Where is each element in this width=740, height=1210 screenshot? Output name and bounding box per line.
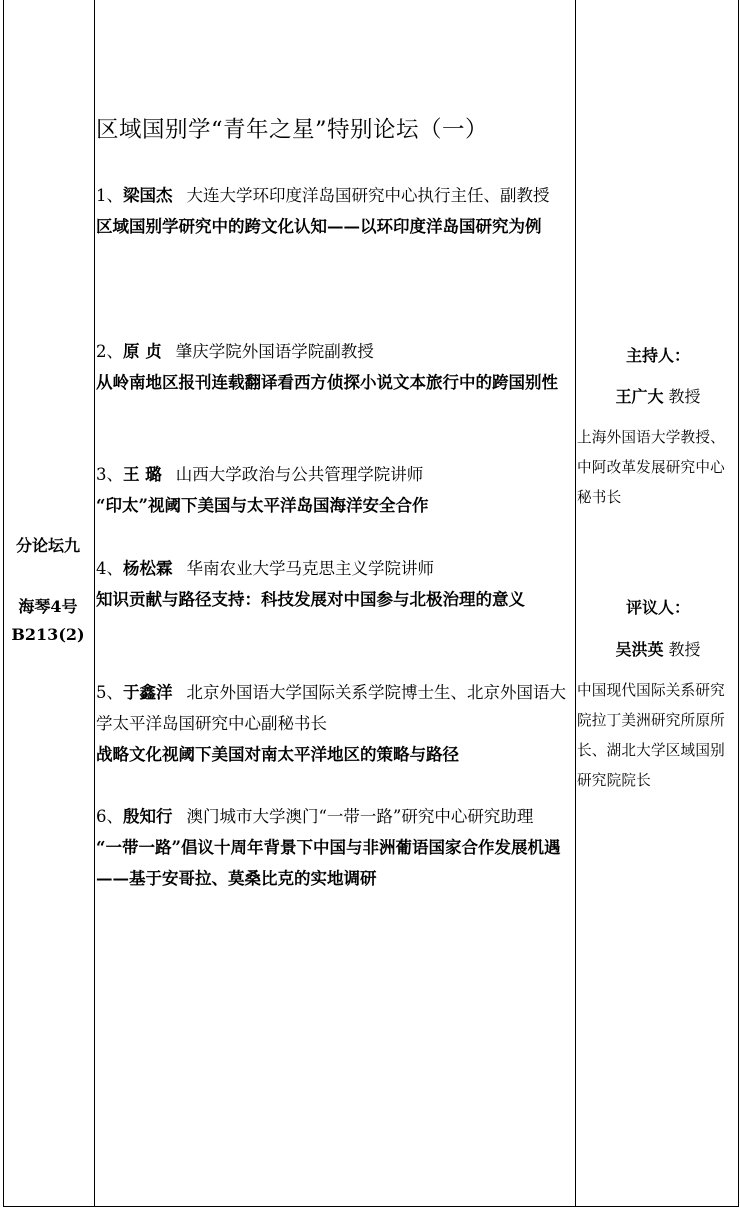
venue-room-line2: B213(2) (11, 625, 85, 644)
commentator-description: 中国现代国际关系研究院拉丁美洲研究所原所长、湖北大学区域国别研究院院长 (577, 682, 725, 789)
table-border-bottom (3, 1206, 738, 1207)
host-name: 王广大 (615, 387, 664, 406)
commentator-name: 吴洪英 (615, 640, 664, 659)
venue-room-line1: 海琴4号 (18, 597, 78, 616)
speaker-affiliation: 华南农业大学马克思主义学院讲师 (186, 559, 434, 578)
speaker-name: 于鑫洋 (123, 683, 173, 702)
host-rank: 教授 (668, 387, 701, 406)
speaker-line (96, 336, 572, 367)
speaker-name: 原 贞 (123, 342, 162, 361)
talk-item (96, 336, 572, 398)
talk-title: 战略文化视阈下美国对南太平洋地区的策略与路径 (96, 745, 459, 764)
column-divider-1 (94, 0, 95, 1207)
speaker-name: 王 璐 (123, 465, 162, 484)
talk-number: 1、 (96, 186, 123, 205)
venue-name: 分论坛九 (15, 536, 80, 555)
talk-number: 2、 (96, 342, 123, 361)
talk-number: 5、 (96, 683, 123, 702)
speaker-line (96, 553, 572, 584)
speaker-name: 杨松霖 (123, 559, 173, 578)
speaker-affiliation: 山西大学政治与公共管理学院讲师 (175, 465, 424, 484)
column-divider-2 (575, 0, 576, 1207)
talk-item (96, 677, 572, 770)
speaker-line (96, 459, 572, 490)
commentator-person (577, 637, 739, 660)
speaker-affiliation: 肇庆学院外国语学院副教授 (175, 342, 374, 361)
commentator-label: 评议人： (625, 598, 690, 617)
commentator-rank: 教授 (668, 640, 701, 659)
talk-number: 3、 (96, 465, 123, 484)
speaker-affiliation: 澳门城市大学澳门“一带一路”研究中心研究助理 (186, 807, 534, 826)
speaker-affiliation: 大连大学环印度洋岛国研究中心执行主任、副教授 (186, 186, 550, 205)
host-description: 上海外国语大学教授、中阿改革发展研究中心秘书长 (577, 429, 725, 506)
speaker-name: 梁国杰 (123, 186, 173, 205)
speaker-name: 殷知行 (123, 807, 173, 826)
talk-number: 6、 (96, 807, 123, 826)
talk-title: 区域国别学研究中的跨文化认知——以环印度洋岛国研究为例 (96, 217, 542, 236)
forum-title: 区域国别学“青年之星”特别论坛（一） (96, 117, 489, 143)
talk-title: 知识贡献与路径支持：科技发展对中国参与北极治理的意义 (96, 590, 525, 609)
host-label: 主持人： (625, 346, 690, 365)
host-person (577, 384, 739, 407)
talk-item (96, 180, 572, 242)
speaker-line (96, 180, 572, 211)
talk-item (96, 801, 572, 894)
speaker-line (96, 801, 572, 832)
talk-title: 从岭南地区报刊连载翻译看西方侦探小说文本旅行中的跨国别性 (96, 373, 558, 392)
talk-title: “一带一路”倡议十周年背景下中国与非洲葡语国家合作发展机遇——基于安哥拉、莫桑比克的实地调研 (96, 838, 561, 888)
talk-number: 4、 (96, 559, 123, 578)
speaker-affiliation: 北京外国语大学国际关系学院博士生、北京外国语大学太平洋岛国研究中心副秘书长 (96, 683, 566, 733)
talk-item (96, 459, 572, 521)
talk-item (96, 553, 572, 615)
talk-title: “印太”视阈下美国与太平洋岛国海洋安全合作 (96, 496, 429, 515)
speaker-line (96, 677, 572, 739)
